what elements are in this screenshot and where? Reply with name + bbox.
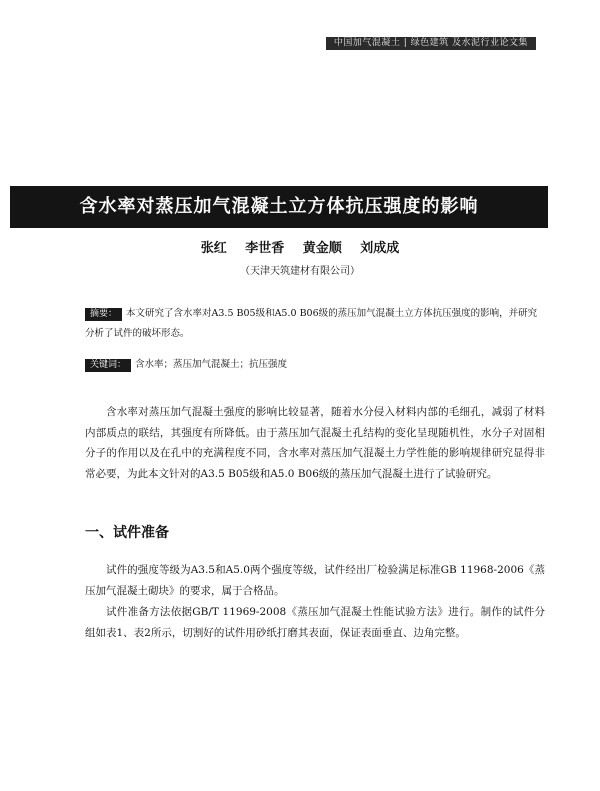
keywords-block [85, 355, 545, 375]
journal-header-tag: 中国加气混凝土 | 绿色建筑 及水泥行业论文集 [326, 37, 536, 50]
abstract-block [85, 304, 545, 344]
keywords-text: 含水率；蒸压加气混凝土；抗压强度 [135, 359, 288, 370]
author-list: 张红 李世香 黄金顺 刘成成 [200, 241, 400, 256]
article-title: 含水率对蒸压加气混凝土立方体抗压强度的影响 [10, 186, 548, 228]
abstract-text: 本文研究了含水率对A3.5 B05级和A5.0 B06级的蒸压加气混凝土立方体抗压强度的影响，并研究分析了试件的破坏形态。 [85, 308, 538, 339]
section-heading: 一、试件准备 [85, 525, 169, 541]
section-paragraph-1: 试件的强度等级为A3.5和A5.0两个强度等级，试件经出厂检验满足标准GB 11968-2006《蒸压加气混凝土砌块》的要求，属于合格品。 [85, 564, 545, 597]
intro-paragraph: 含水率对蒸压加气混凝土强度的影响比较显著，随着水分侵入材料内部的毛细孔，减弱了材料内部质点的联结，其强度有所降低。由于蒸压加气混凝土孔结构的变化呈现随机性，水分子对固相分子的作用以及在孔中的充满程度不同，含水率对蒸压加气混凝土力学性能的影响规律研究显得非常必要，为此本文针对的A3.5 B05级和A5.0 B06级的蒸压加气混凝土进行了试验研究。 [85, 406, 545, 480]
abstract-label: 摘要： [85, 308, 122, 321]
keywords-label: 关键词： [85, 359, 131, 372]
affiliation: （天津天筑建材有限公司） [240, 266, 360, 277]
section-paragraph-2: 试件准备方法依据GB/T 11969-2008《蒸压加气混凝土性能试验方法》进行。制作的试件分组如表1、表2所示，切割好的试件用砂纸打磨其表面，保证表面垂直、边角完整。 [85, 606, 545, 639]
